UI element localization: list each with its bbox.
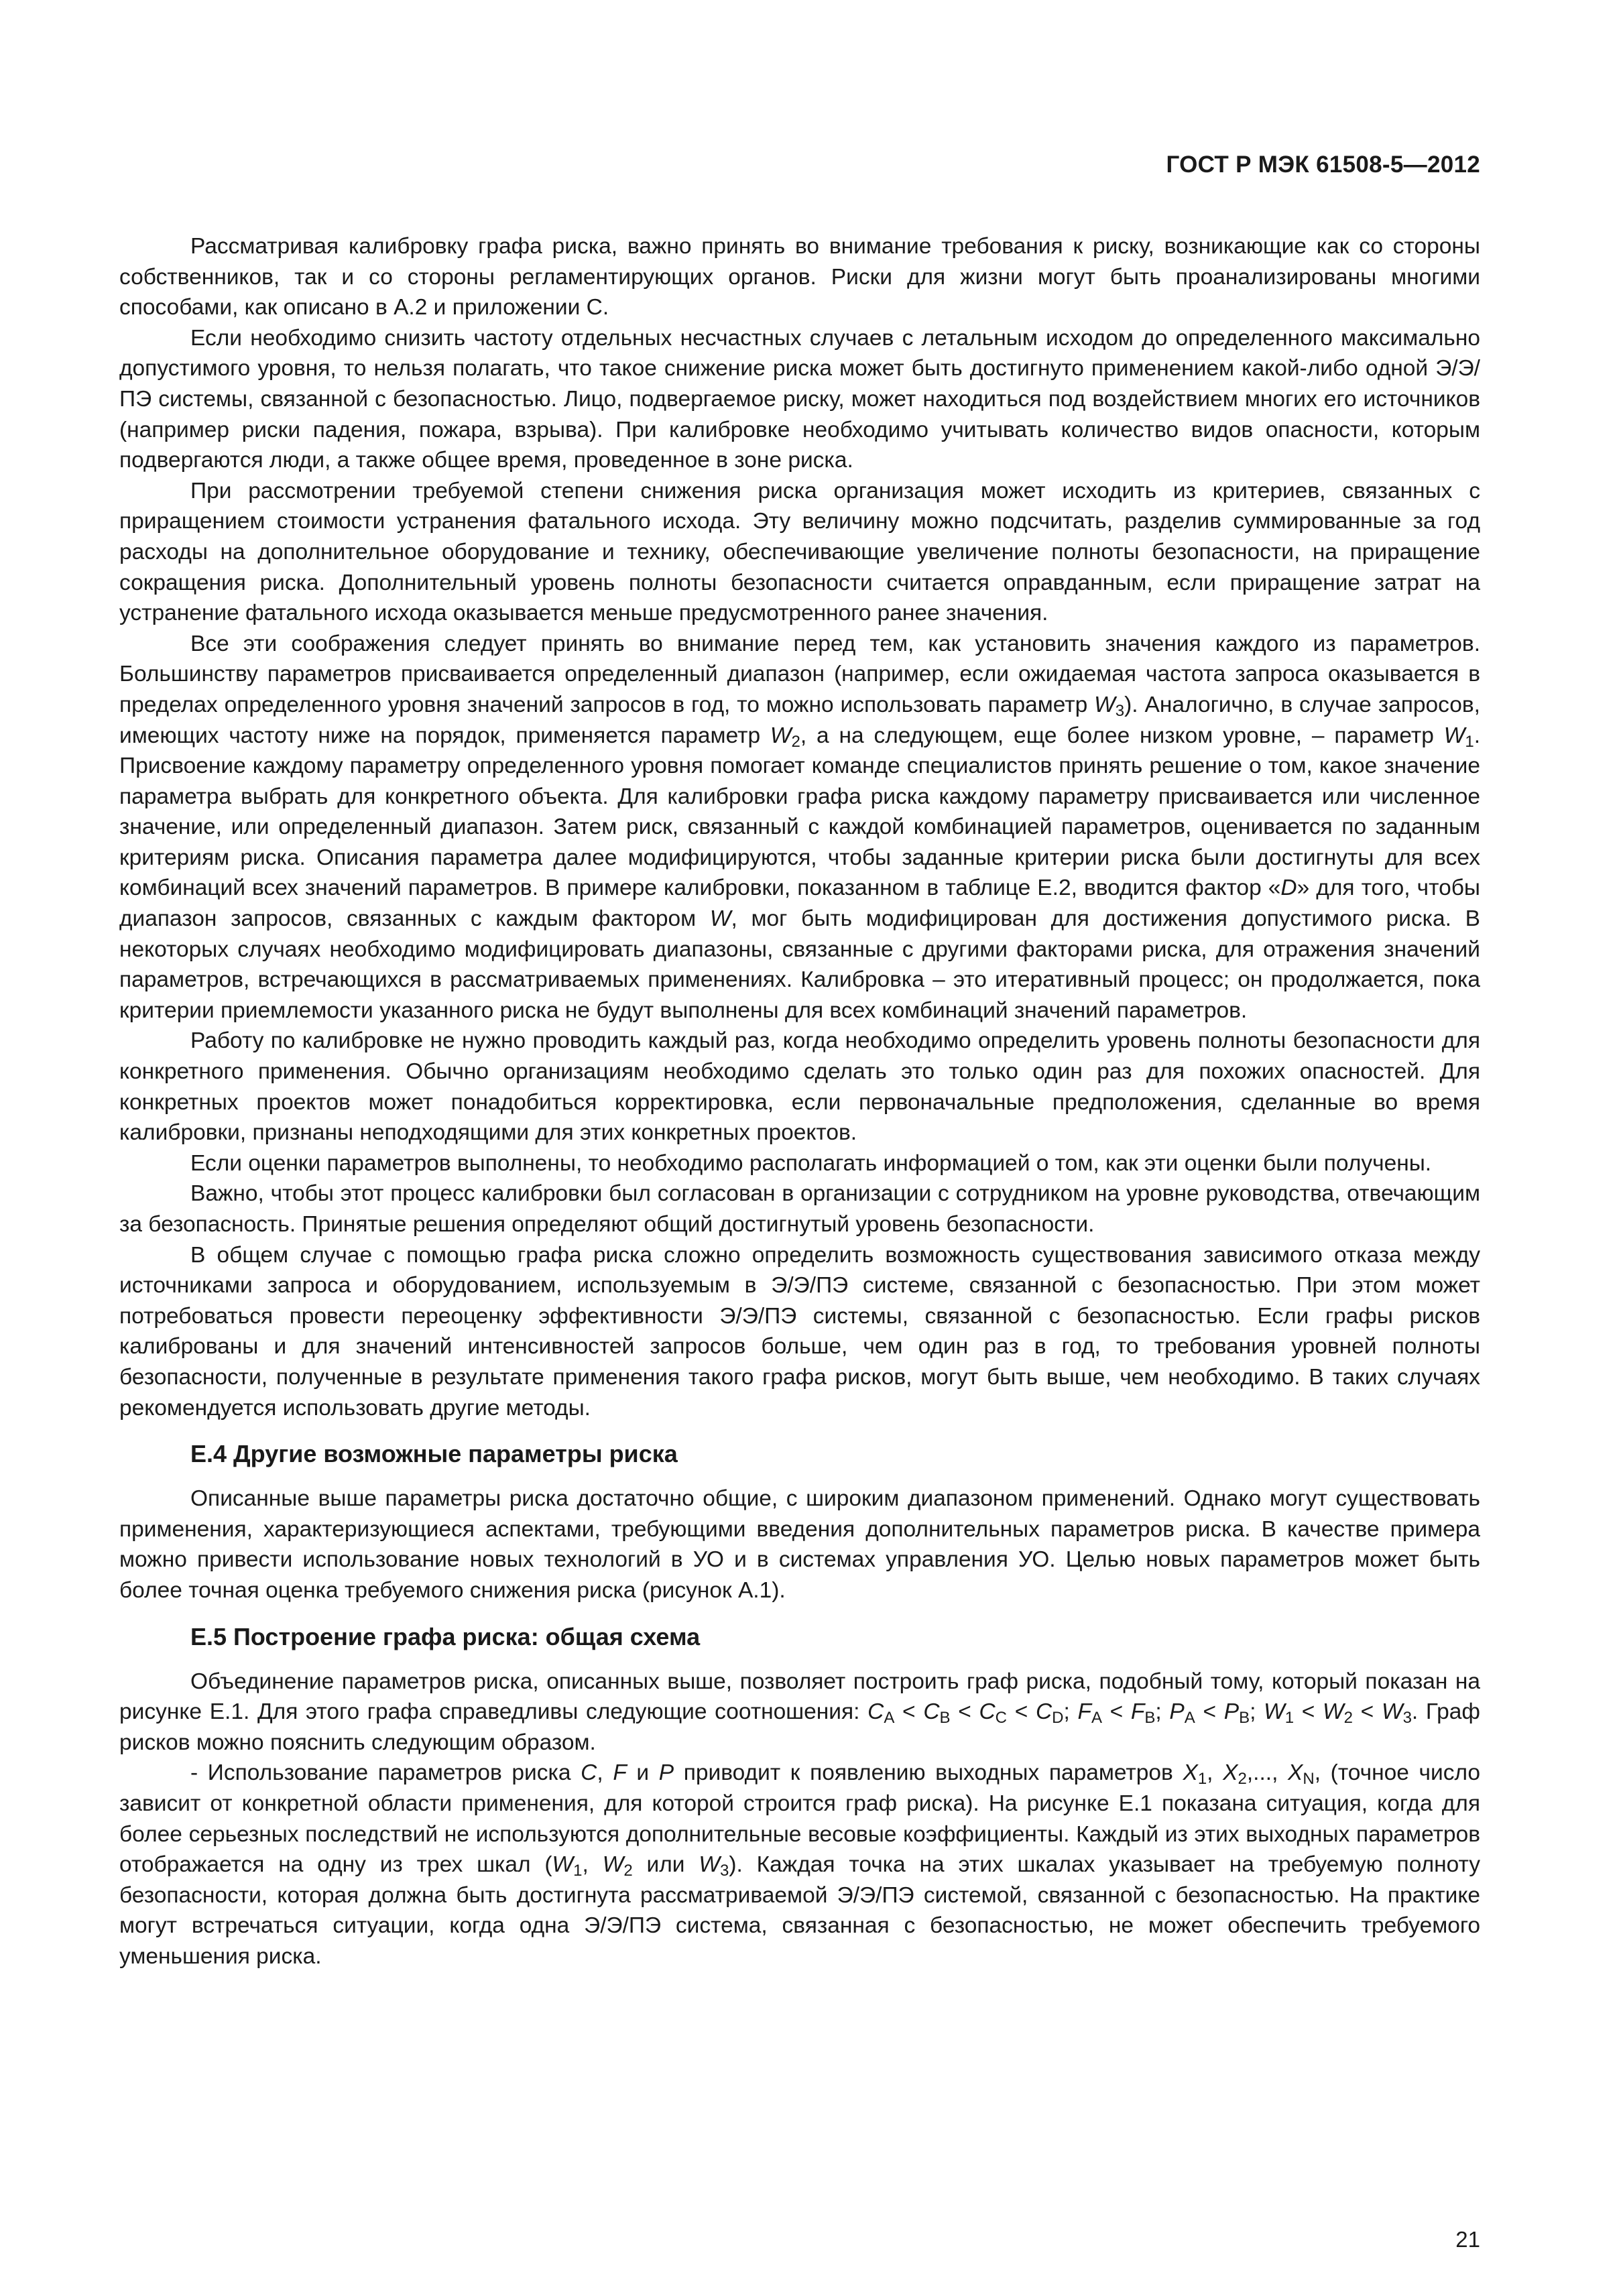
param-w: W: [1264, 1699, 1285, 1725]
relation-sign: <: [1101, 1699, 1131, 1725]
subscript: C: [995, 1709, 1008, 1728]
param-w: W: [1323, 1699, 1344, 1725]
subscript: A: [1184, 1709, 1195, 1728]
subscript: 2: [791, 732, 800, 751]
param-c: C: [979, 1699, 996, 1725]
separator: ;: [1250, 1699, 1264, 1725]
subscript: 1: [1465, 732, 1474, 751]
paragraph: [119, 1667, 1480, 1758]
text-run: , (точное число зависит от конкретной области применения, для которой строится граф риска). На рисунке Е.1 показана ситуация, когда для более серьезных последствий не используются дополнительные весовые коэффициенты. Каждый из этих выходных параметров отображается на одну из трех шкал (: [119, 1760, 1480, 1878]
param-f: F: [613, 1760, 627, 1786]
param-w: W: [770, 723, 792, 748]
subscript: 2: [623, 1862, 633, 1880]
subscript: N: [1303, 1770, 1315, 1789]
param-x: X: [1223, 1760, 1238, 1786]
paragraph: Важно, чтобы этот процесс калибровки был согласован в организации с сотрудником на уровне руководства, отвечающим за безопасность. Принятые решения определяют общий достигнутый уровень безопасности.: [119, 1181, 1480, 1237]
subscript: B: [1239, 1709, 1250, 1728]
text-run: Объединение параметров риска, описанных выше, позволяет построить граф риска, подобный тому, который показан на рисунке Е.1. Для этого графа справедливы следующие соотношения:: [119, 1669, 1480, 1725]
text-run: » для того, чтобы диапазон запросов, связанных с каждым фактором: [119, 875, 1480, 932]
subscript: 1: [573, 1862, 583, 1880]
param-p: P: [1223, 1699, 1240, 1725]
paragraph: [119, 1758, 1480, 1972]
subscript: A: [1091, 1709, 1102, 1728]
param-w: W: [1381, 1699, 1403, 1725]
relation-sign: <: [1195, 1699, 1224, 1725]
subscript: B: [1144, 1709, 1156, 1728]
subscript: 2: [1343, 1709, 1353, 1728]
text-run: ). Аналогично, в случае запросов, имеющих частоту ниже на порядок, применяется параметр: [119, 692, 1480, 748]
subscript: D: [1052, 1709, 1064, 1728]
subscript: 1: [1284, 1709, 1295, 1728]
relation-sign: <: [1353, 1699, 1382, 1725]
param-w: W: [699, 1852, 720, 1878]
param-c: C: [923, 1699, 940, 1725]
param-c: C: [1035, 1699, 1053, 1725]
separator: ,...,: [1246, 1760, 1288, 1786]
page-number: 21: [1455, 2227, 1480, 2252]
separator: ,: [1207, 1760, 1223, 1786]
relation-sign: <: [894, 1699, 924, 1725]
subscript: 3: [1402, 1709, 1412, 1728]
separator: ,: [597, 1760, 613, 1786]
paragraph: [119, 629, 1480, 1026]
param-w: W: [1094, 692, 1116, 717]
separator: ;: [1063, 1699, 1078, 1725]
param-p: P: [658, 1760, 674, 1786]
subscript: 2: [1238, 1770, 1247, 1789]
subscript: 3: [1115, 701, 1125, 720]
subscript: 3: [719, 1862, 729, 1880]
paragraph: При рассмотрении требуемой степени снижения риска организация может исходить из критериев, связанных с приращением стоимости устранения фатального исхода. Эту величину можно подсчитать, разделив суммированные за год расходы на дополнительное оборудование и технику, обеспечивающие увеличение полноты безопасности, на приращение сокращения риска. Дополнительный уровень полноты безопасности считается оправданным, если приращение затрат на устранение фатального исхода оказывается меньше предусмотренного ранее значения.: [119, 478, 1480, 626]
text-run: Все эти соображения следует принять во внимание перед тем, как установить значения каждого из параметров. Большинству параметров присваивается определенный диапазон (например, если ожидаемая частота запроса оказывается в пределах определенного уровня значений запросов в год, то можно использовать параметр: [119, 631, 1480, 717]
separator: ;: [1155, 1699, 1170, 1725]
conjunction: и: [626, 1760, 659, 1786]
text-run: , а на следующем, еще более низком уровне, – параметр: [800, 723, 1444, 748]
text-run: . Присвоение каждому параметру определенного уровня помогает команде специалистов принять решение о том, какое значение параметра выбрать для конкретного объекта. Для калибровки графа риска каждому параметру присваивается или численное значение, или определенный диапазон. Затем риск, связанный с каждой комбинацией параметров, оценивается по заданным критериям риска. Описания параметра далее модифицируются, чтобы заданные критерии риска были достигнуты для всех комбинаций всех значений параметров. В примере калибровки, показанном в таблице Е.2, вводится фактор «: [119, 723, 1480, 901]
subscript: A: [884, 1709, 895, 1728]
param-x: X: [1288, 1760, 1303, 1786]
paragraph: Описанные выше параметры риска достаточно общие, с широким диапазоном применений. Однако могут существовать применения, характеризующиеся аспектами, требующими введения дополнительных параметров риска. В качестве примера можно привести использование новых технологий в УО и в системах управления УО. Целью новых параметров может быть более точная оценка требуемого снижения риска (рисунок А.1).: [119, 1486, 1480, 1603]
param-f: F: [1077, 1699, 1091, 1725]
param-w: W: [602, 1852, 624, 1878]
subscript: B: [939, 1709, 951, 1728]
paragraph: Если оценки параметров выполнены, то необходимо располагать информацией о том, как эти оценки были получены.: [190, 1150, 1432, 1176]
paragraph: Работу по калибровке не нужно проводить каждый раз, когда необходимо определить уровень полноты безопасности для конкретного применения. Обычно организациям необходимо сделать это только один раз для похожих опасностей. Для конкретных проектов может понадобиться корректировка, если первоначальные предположения, сделанные во время калибровки, признаны неподходящими для этих конкретных проектов.: [119, 1028, 1480, 1146]
paragraph: В общем случае с помощью графа риска сложно определить возможность существования зависимого отказа между источниками запроса и оборудованием, используемым в Э/Э/ПЭ системе, связанной с безопасностью. При этом может потребоваться провести переоценку эффективности Э/Э/ПЭ системы, связанной с безопасностью. Если графы рисков калиброваны и для значений интенсивностей запросов больше, чем один раз в год, то требования уровней полноты безопасности, полученные в результате применения такого графа рисков, могут быть выше, чем необходимо. В таких случаях рекомендуется использовать другие методы.: [119, 1242, 1480, 1421]
document-body: [119, 231, 1480, 1972]
relation-sign: <: [1007, 1699, 1036, 1725]
text-run: , мог быть модифицирован для достижения допустимого риска. В некоторых случаях необходимо модифицировать диапазоны, связанные с другими факторами риска, для отражения значений параметров, встречающихся в рассматриваемых применениях. Калибровка – это итеративный процесс; он продолжается, пока критерии приемлемости указанного риска не будут выполнены для всех комбинаций значений параметров.: [119, 906, 1481, 1023]
text-run: - Использование параметров риска: [190, 1760, 581, 1786]
section-heading-e4: Е.4 Другие возможные параметры риска: [190, 1440, 678, 1468]
subscript: 1: [1197, 1770, 1207, 1789]
param-w: W: [552, 1852, 574, 1878]
separator: ,: [582, 1852, 603, 1878]
section-heading-e5: Е.5 Построение графа риска: общая схема: [190, 1622, 701, 1650]
document-page: [119, 0, 1480, 2296]
text-run: . Граф рисков можно пояснить следующим образом.: [119, 1699, 1480, 1755]
paragraph: Если необходимо снизить частоту отдельных несчастных случаев с летальным исходом до определенного максимально допустимого уровня, то нельзя полагать, что такое снижение риска может быть достигнуто применением какой-либо одной Э/Э/ПЭ системы, связанной с безопасностью. Лицо, подвергаемое риску, может находиться под воздействием многих его источников (например риски падения, пожара, взрыва). При калибровке необходимо учитывать количество видов опасности, которым подвергаются люди, а также общее время, проведенное в зоне риска.: [119, 325, 1480, 473]
param-f: F: [1130, 1699, 1145, 1725]
param-c: C: [867, 1699, 884, 1725]
text-run: ). Каждая точка на этих шкалах указывает на требуемую полноту безопасности, которая должна быть достигнута рассматриваемой Э/Э/ПЭ системой, связанной с безопасностью. На практике могут встречаться ситуации, когда одна Э/Э/ПЭ система, связанная с безопасностью, не может обеспечить требуемого уменьшения риска.: [119, 1852, 1481, 1969]
param-c: C: [581, 1760, 597, 1786]
standard-header: ГОСТ Р МЭК 61508-5—2012: [1166, 152, 1480, 178]
relation-sign: <: [1294, 1699, 1323, 1725]
param-w: W: [1443, 723, 1465, 748]
relation-sign: <: [950, 1699, 979, 1725]
param-x: X: [1183, 1760, 1198, 1786]
param-p: P: [1169, 1699, 1185, 1725]
text-run: приводит к появлению выходных параметров: [674, 1760, 1183, 1786]
conjunction: или: [632, 1852, 699, 1878]
param-w: W: [709, 906, 731, 932]
factor-d: D: [1280, 875, 1297, 901]
paragraph: Рассматривая калибровку графа риска, важно принять во внимание требования к риску, возникающие как со стороны собственников, так и со стороны регламентирующих органов. Риски для жизни могут быть проанализированы многими способами, как описано в А.2 и приложении С.: [119, 234, 1480, 320]
